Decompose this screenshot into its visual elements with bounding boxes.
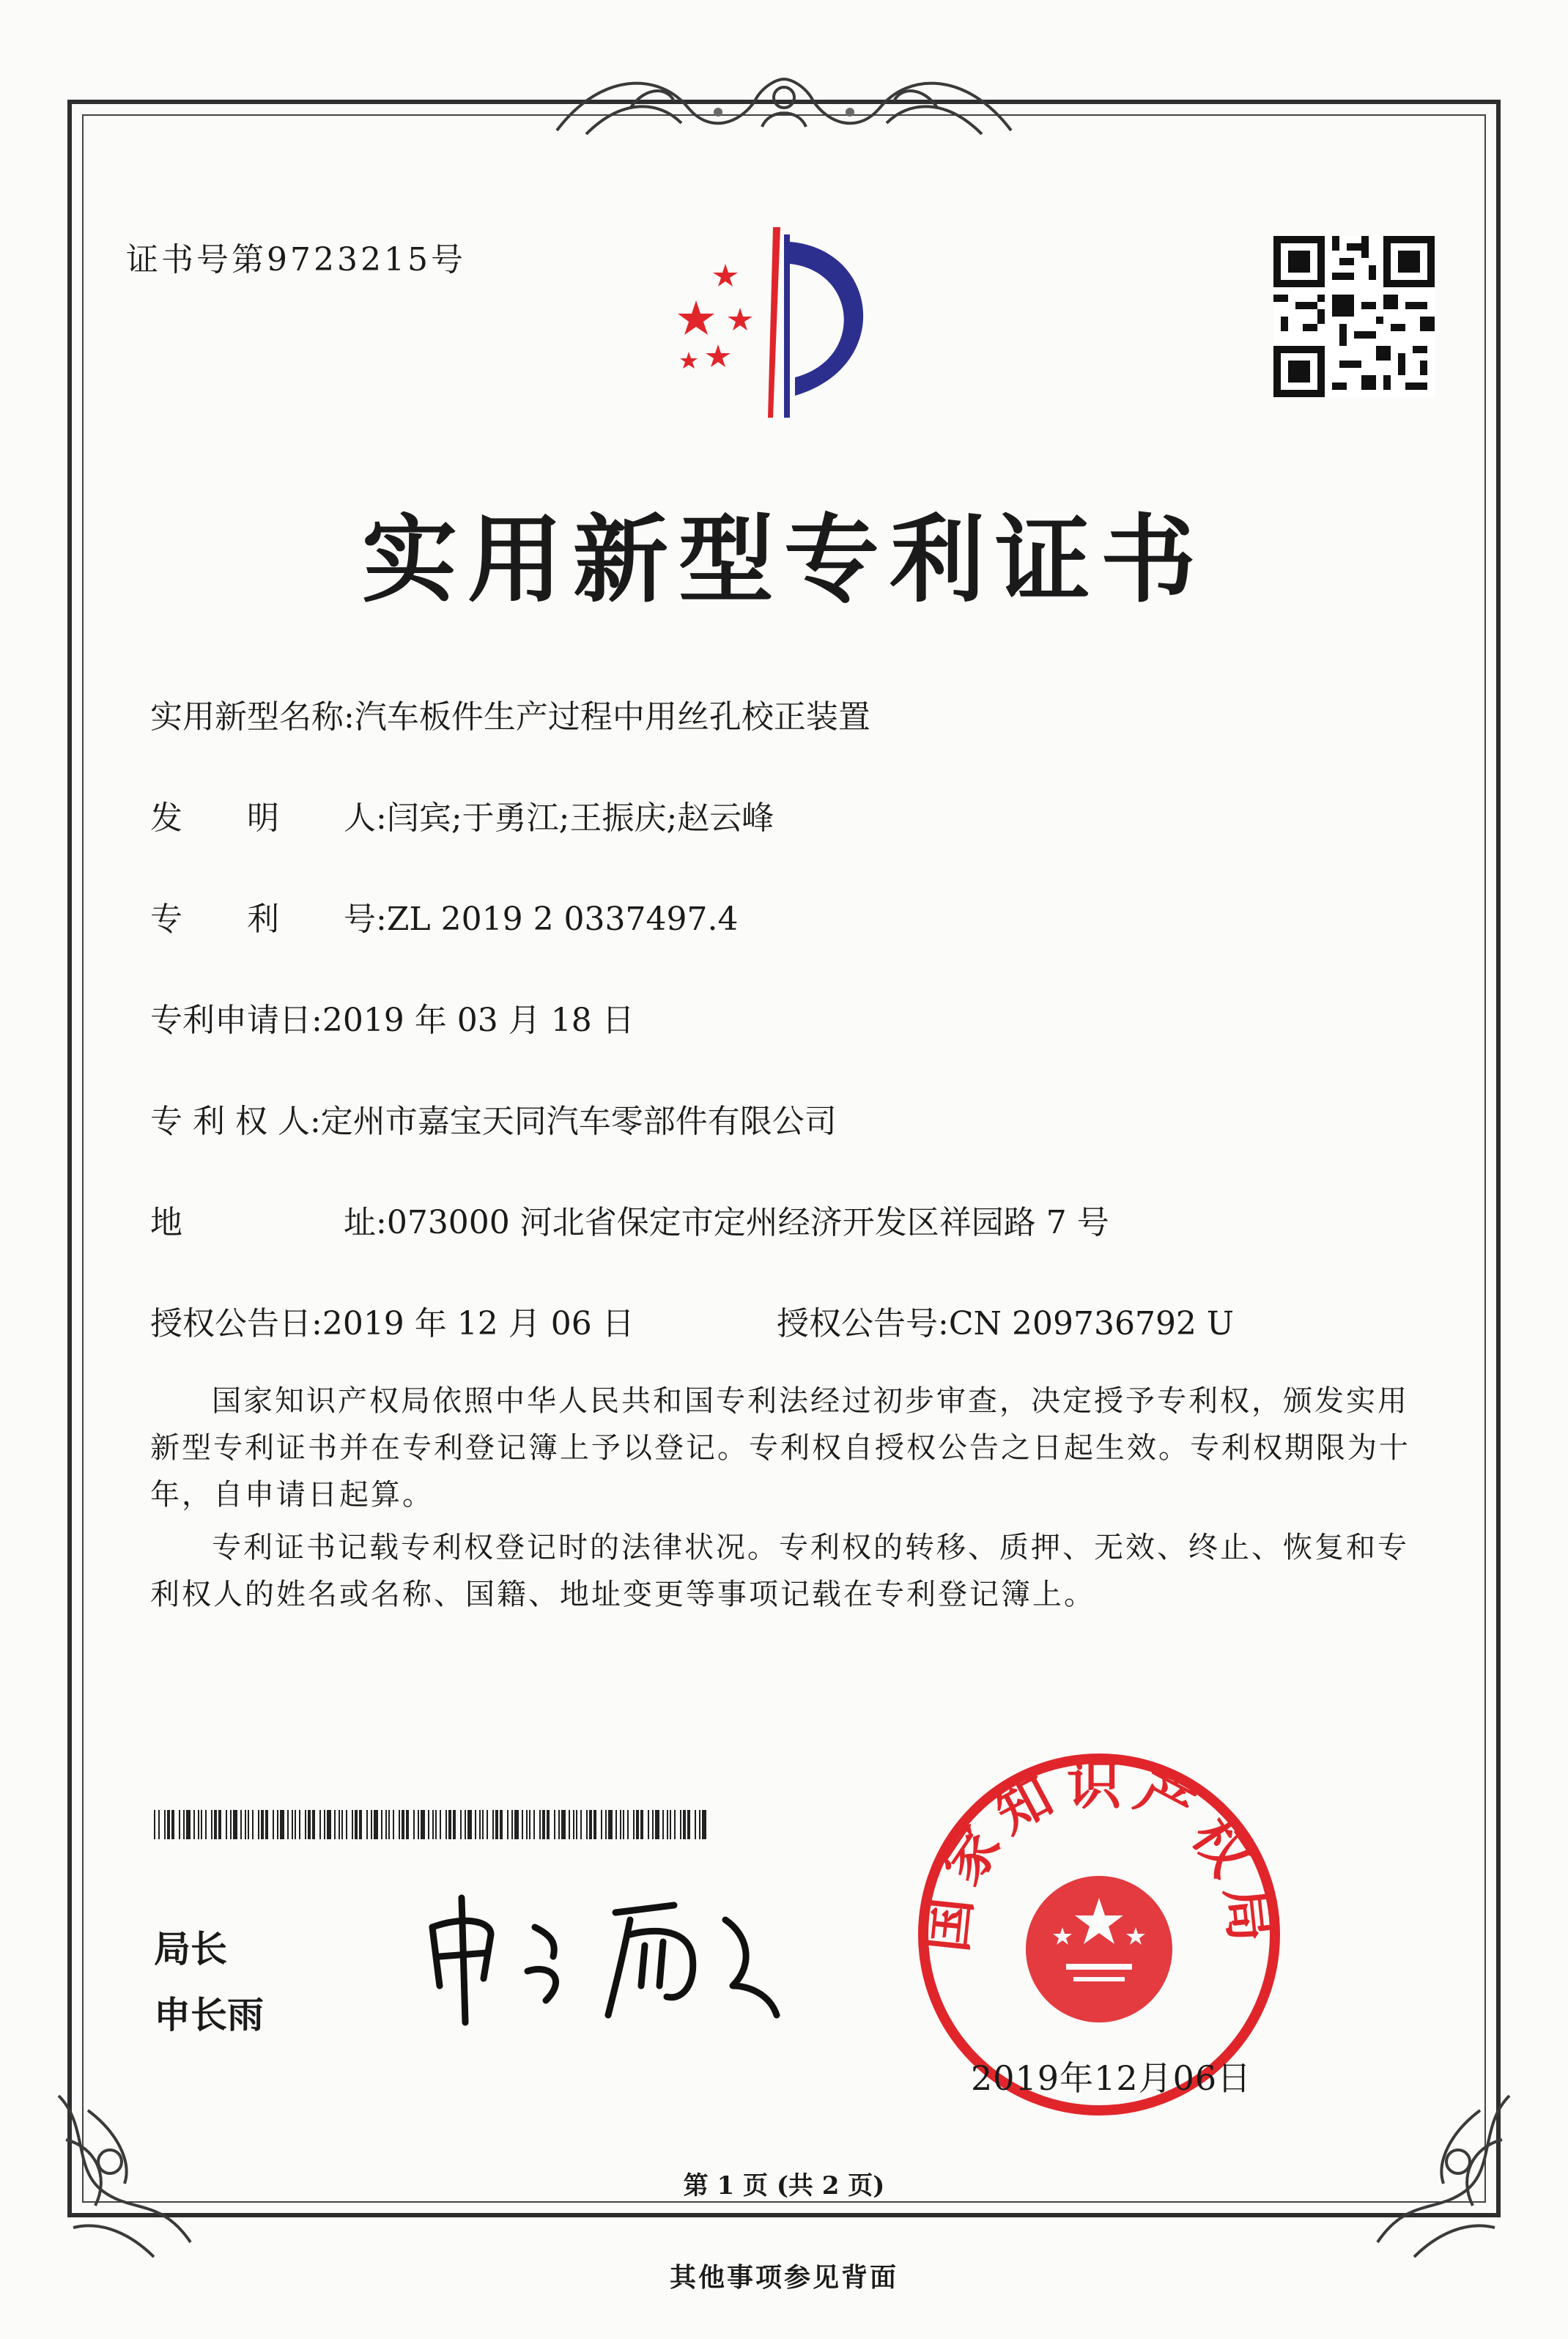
certificate-title: 实用新型专利证书 [361,504,1206,616]
field-label: 地 址: [150,1204,387,1241]
field-grant-number [777,1297,1234,1344]
certificate-number: 证书号第9723215号 [126,241,466,278]
handwritten-signature-icon [410,1876,791,2037]
director-name: 申长雨 [154,1994,264,2036]
field-label: 实用新型名称: [150,698,355,736]
top-ornament-icon [542,57,1026,152]
field-label: 授权公告号: [777,1305,949,1342]
page-number: 第 1 页 (共 2 页) [683,2171,885,2201]
field-label: 专 利 号: [150,901,387,938]
field-utility-model-name [150,690,870,737]
field-address [150,1196,1109,1243]
field-label: 发 明 人: [150,799,387,837]
field-value: ZL 2019 2 0337497.4 [386,901,739,938]
field-value: 闫宾;于勇江;王振庆;赵云峰 [386,799,774,837]
seal-date: 2019年12月06日 [971,2058,1252,2098]
field-label: 授权公告日: [150,1305,322,1342]
field-value: 定州市嘉宝天同汽车零部件有限公司 [320,1103,837,1140]
legal-paragraph-2: 专利证书记载专利权登记时的法律状况。专利权的转移、质押、无效、终止、恢复和专利权人的姓名或名称、国籍、地址变更等事项记载在专利登记簿上。 [150,1531,1409,1611]
seal-text: 国家知识产权局 [914,1753,1284,1955]
field-value: CN 209736792 U [948,1305,1234,1342]
field-value: 2019 年 03 月 18 日 [322,1002,635,1039]
footer-note: 其他事项参见背面 [669,2262,898,2293]
legal-paragraph-1: 国家知识产权局依照中华人民共和国专利法经过初步审查，决定授予专利权，颁发实用新型专利证书并在专利登记簿上予以登记。专利权自授权公告之日起生效。专利权期限为十年，自申请日起算。 [150,1384,1410,1512]
field-value: 汽车板件生产过程中用丝孔校正装置 [354,698,870,736]
field-value: 073000 河北省保定市定州经济开发区祥园路 7 号 [386,1204,1109,1241]
director-title: 局长 [154,1928,227,1970]
qr-code-icon [1273,236,1435,397]
field-value: 2019 年 12 月 06 日 [322,1305,635,1342]
field-filing-date [150,994,635,1041]
barcode-icon [154,1810,711,1839]
field-patent-number [150,893,739,939]
field-label: 专 利 权 人: [150,1103,321,1140]
field-inventor [150,791,774,838]
cnipa-emblem-icon [645,220,923,425]
field-grant-date [150,1297,635,1344]
field-label: 专利申请日: [150,1002,322,1039]
field-patentee [150,1095,837,1142]
